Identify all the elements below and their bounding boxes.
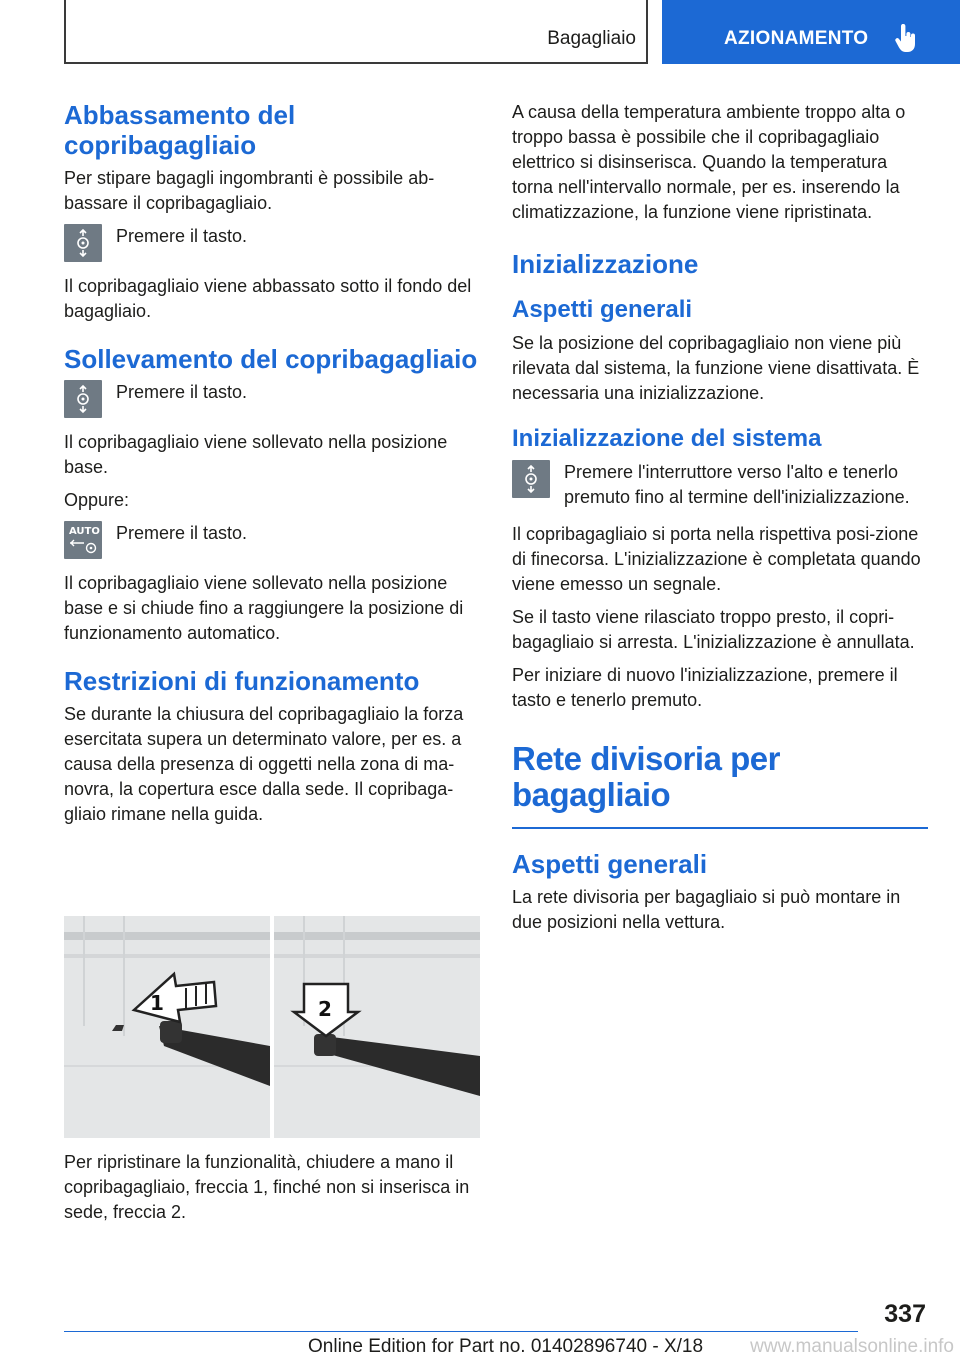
paragraph-init-3: Per iniziare di nuovo l'inizializzazione, premere il tasto e tenerlo premuto. — [512, 665, 898, 710]
paragraph-init-1: Il copribagagliaio si porta nella rispettiva posi-zione di finecorsa. L'inizializzazione è completata quando viene emesso un segnale. — [512, 524, 921, 594]
paragraph-auto-result: Il copribagagliaio viene sollevato nella posizione base e si chiude fino a raggiungere la posizione di funzionamento automatico. — [64, 573, 464, 643]
arrow-2-label: 2 — [318, 997, 332, 1021]
instruction-lower-text: Premere il tasto. — [116, 226, 248, 246]
footer-edition: Online Edition for Part no. 01402896740 - X/18 — [308, 1336, 704, 1357]
paragraph-restrictions: Se durante la chiusura del copribagagliaio la forza esercitata supera un determinato valore, per es. a causa della presenza di oggetti nella zona di ma-novra, la copertura esce dalla sede. Il copribaga-gliaio rimane nella guida. — [64, 704, 464, 824]
cover-up-button-icon — [64, 380, 102, 418]
heading-general-1: Aspetti generali — [512, 296, 693, 323]
heading-general-2: Aspetti generali — [512, 849, 708, 879]
page-number: 337 — [884, 1300, 926, 1328]
header-section-box — [64, 0, 648, 64]
figure-panel-1 — [64, 916, 270, 1138]
paragraph-net: La rete divisoria per bagagliaio si può montare in due posizioni nella vettura. — [512, 887, 901, 932]
heading-net: Rete divisoria per bagagliaio — [512, 740, 780, 813]
instruction-raise — [64, 380, 480, 422]
heading-net-rule — [512, 827, 928, 829]
instruction-lower — [64, 224, 480, 266]
pointing-hand-icon — [894, 24, 918, 54]
heading-initialization: Inizializzazione — [512, 249, 699, 279]
footer-rule — [64, 1331, 858, 1332]
paragraph-restore: Per ripristinare la funzionalità, chiudere a mano il copribagagliaio, freccia 1, finché non si inserisca in sede, freccia 2. — [64, 1152, 470, 1222]
auto-button-icon — [64, 521, 102, 559]
instruction-auto-text: Premere il tasto. — [116, 523, 248, 543]
paragraph-init-2: Se il tasto viene rilasciato troppo presto, il copri-bagagliaio si arresta. L'inizializzazione è annullata. — [512, 607, 915, 652]
switch-up-button-icon — [512, 460, 550, 498]
left-column — [64, 100, 480, 835]
instruction-init — [512, 460, 928, 510]
heading-raise-cover: Sollevamento del copribagagliaio — [64, 344, 478, 374]
auto-button-label: AUTO — [69, 526, 100, 537]
paragraph-lower-result: Il copribagagliaio viene abbassato sotto il fondo del bagagliaio. — [64, 276, 472, 321]
figure-cover-reinsert — [64, 916, 480, 1138]
paragraph-general: Se la posizione del copribagagliaio non viene più rilevata dal sistema, la funzione viene disattivata. È necessaria una inizializzazione. — [512, 333, 920, 403]
arrow-1-label: 1 — [150, 991, 164, 1015]
header-chapter-tab[interactable] — [662, 0, 960, 64]
heading-system-init: Inizializzazione del sistema — [512, 425, 822, 452]
footer-watermark: www.manualsonline.info — [750, 1336, 954, 1357]
instruction-init-text: Premere l'interruttore verso l'alto e tenerlo premuto fino al termine dell'inizializzazione. — [564, 462, 910, 507]
paragraph-lower-intro: Per stipare bagagli ingombranti è possibile ab-bassare il copribagagliaio. — [64, 168, 435, 213]
cover-down-button-icon — [64, 224, 102, 262]
paragraph-temperature: A causa della temperatura ambiente troppo alta o troppo bassa è possibile che il copribagagliaio elettrico si disinserisca. Quando la temperatura torna nell'intervallo normale, per es. inserendo la climatizzazione, la funzione viene ripristinata. — [512, 102, 906, 222]
right-column — [512, 100, 928, 943]
header-section-title: Bagagliaio — [547, 28, 636, 49]
heading-lower-cover: Abbassamento del copribagagliaio — [64, 100, 296, 160]
instruction-auto — [64, 521, 480, 563]
paragraph-or: Oppure: — [64, 490, 130, 510]
heading-restrictions: Restrizioni di funzionamento — [64, 666, 420, 696]
figure-caption-block — [64, 1150, 480, 1233]
paragraph-raise-result: Il copribagagliaio viene sollevato nella posizione base. — [64, 432, 448, 477]
instruction-raise-text: Premere il tasto. — [116, 382, 248, 402]
header-chapter-label: AZIONAMENTO — [724, 28, 869, 49]
figure-panel-2 — [274, 916, 480, 1138]
